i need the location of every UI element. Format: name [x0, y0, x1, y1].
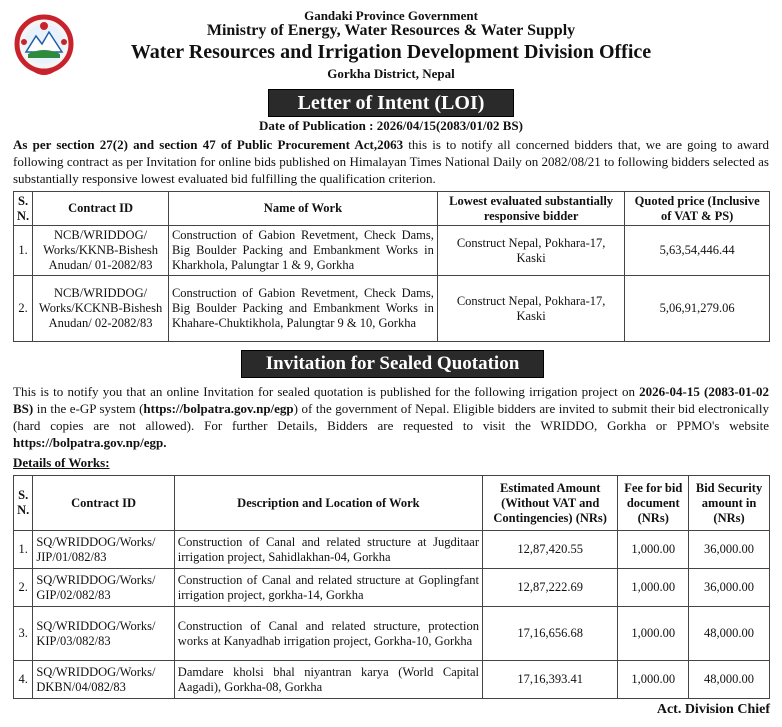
isq-col-desc: Description and Location of Work: [174, 476, 482, 531]
loi-table-row: [14, 226, 770, 276]
isq-row-fee: 1,000.00: [618, 531, 689, 569]
isq-row-desc: Construction of Canal and related structure at Jugditaar irrigation project, Sahidlakhan-04, Gorkha: [174, 531, 482, 569]
loi-intro-act: As per section 27(2) and section 47 of Public Procurement Act,2063: [13, 137, 404, 152]
isq-row-sn: 1.: [14, 531, 33, 569]
egp-link-2[interactable]: https://bolpatra.gov.np/egp.: [13, 435, 167, 450]
isq-col-sn: S. N.: [14, 476, 33, 531]
loi-row-sn: 2.: [14, 276, 33, 342]
loi-row-bidder: Construct Nepal, Pokhara-17, Kaski: [437, 276, 624, 342]
loi-row-contract-id: NCB/WRIDDOG/ Works/KCKNB-Bishesh Anudan/ 02-2082/83: [33, 276, 169, 342]
isq-col-fee: Fee for bid document (NRs): [618, 476, 689, 531]
loi-row-bidder: Construct Nepal, Pokhara-17, Kaski: [437, 226, 624, 276]
publication-date: Date of Publication : 2026/04/15(2083/01/02 BS): [259, 118, 523, 133]
isq-col-est: Estimated Amount (Without VAT and Contingencies) (NRs): [482, 476, 617, 531]
isq-row-security: 36,000.00: [689, 531, 770, 569]
isq-table: [13, 475, 770, 699]
isq-row-est: 17,16,656.68: [482, 607, 617, 661]
isq-title-banner: Invitation for Sealed Quotation: [241, 350, 544, 378]
isq-intro-text-b: in the e-GP system (: [33, 401, 144, 416]
ministry-heading: Ministry of Energy, Water Resources & Water Supply: [206, 22, 576, 39]
egp-link[interactable]: https://bolpatra.gov.np/egp: [143, 401, 294, 416]
loi-intro-paragraph: [13, 136, 769, 187]
isq-row-contract-id: SQ/WRIDDOG/Works/ DKBN/04/082/83: [33, 661, 174, 699]
isq-row-contract-id: SQ/WRIDDOG/Works/ KIP/03/082/83: [33, 607, 174, 661]
isq-col-security: Bid Security amount in (NRs): [689, 476, 770, 531]
isq-table-row: [14, 661, 770, 699]
isq-row-security: 36,000.00: [689, 569, 770, 607]
isq-row-fee: 1,000.00: [618, 607, 689, 661]
isq-table-row: [14, 531, 770, 569]
loi-table: [13, 191, 770, 342]
province-government-heading: Gandaki Province Government: [304, 8, 478, 23]
isq-intro-date: 2026-04-15 (2083-01-02 BS): [13, 384, 769, 416]
isq-row-contract-id: SQ/WRIDDOG/Works/ JIP/01/082/83: [33, 531, 174, 569]
loi-row-work: Construction of Gabion Revetment, Check Dams, Big Boulder Packing and Embankment Works in Khahare-Chuktikhola, Palungtar 9 & 10, Gorkha: [168, 276, 437, 342]
loi-intro-text: this is to notify all concerned bidders that, we are going to award following contract as per Invitation for online bids published on Himalayan Times National Daily on 2082/08/21 to following bidders selected as substantially responsive lowest evaluated bid fulfilling the qualification criterion.: [13, 137, 769, 186]
loi-title-banner: Letter of Intent (LOI): [268, 89, 514, 117]
isq-intro-text-c: ) of the government of Nepal. Eligible bidders are invited to submit their bid electronically (hard copies are not allowed). For further Details, Bidders are requested to visit the WRIDDO, Gorkha or PPMO's website: [13, 401, 769, 433]
isq-table-row: [14, 607, 770, 661]
isq-row-contract-id: SQ/WRIDDOG/Works/ GIP/02/082/83: [33, 569, 174, 607]
isq-row-desc: Construction of Canal and related structure at Goplingfant irrigation project, gorkha-14, Gorkha: [174, 569, 482, 607]
isq-intro-paragraph: [13, 383, 769, 451]
isq-row-desc: Damdare kholsi bhal niyantran karya (World Capital Aagadi), Gorkha-08, Gorkha: [174, 661, 482, 699]
district-heading: Gorkha District, Nepal: [327, 66, 455, 81]
loi-row-contract-id: NCB/WRIDDOG/ Works/KKNB-Bishesh Anudan/ 01-2082/83: [33, 226, 169, 276]
isq-row-est: 12,87,222.69: [482, 569, 617, 607]
signatory-title: Act. Division Chief: [656, 702, 770, 717]
loi-row-work: Construction of Gabion Revetment, Check Dams, Big Boulder Packing and Embankment Works in Kharkhola, Palungtar 1 & 9, Gorkha: [168, 226, 437, 276]
loi-row-price: 5,06,91,279.06: [625, 276, 770, 342]
isq-row-security: 48,000.00: [689, 607, 770, 661]
isq-row-security: 48,000.00: [689, 661, 770, 699]
isq-row-sn: 4.: [14, 661, 33, 699]
isq-table-header-row: [14, 476, 770, 531]
isq-table-row: [14, 569, 770, 607]
loi-table-row: [14, 276, 770, 342]
isq-row-sn: 2.: [14, 569, 33, 607]
isq-col-contract-id: Contract ID: [33, 476, 174, 531]
loi-row-sn: 1.: [14, 226, 33, 276]
office-heading: Water Resources and Irrigation Development Division Office: [130, 41, 652, 63]
isq-intro-text-a: This is to notify you that an online Invitation for sealed quotation is published for the following irrigation project on: [13, 384, 640, 399]
loi-col-work: Name of Work: [168, 192, 437, 226]
details-of-works-label: Details of Works:: [13, 455, 110, 470]
loi-col-bidder: Lowest evaluated substantially responsive bidder: [437, 192, 624, 226]
loi-col-sn: S. N.: [14, 192, 33, 226]
loi-table-header-row: [14, 192, 770, 226]
isq-row-est: 12,87,420.55: [482, 531, 617, 569]
isq-row-fee: 1,000.00: [618, 569, 689, 607]
loi-col-price: Quoted price (Inclusive of VAT & PS): [625, 192, 770, 226]
isq-row-sn: 3.: [14, 607, 33, 661]
loi-col-contract-id: Contract ID: [33, 192, 169, 226]
isq-row-desc: Construction of Canal and related structure, protection works at Kanyadhab irrigation project, Gorkha-10, Gorkha: [174, 607, 482, 661]
isq-row-est: 17,16,393.41: [482, 661, 617, 699]
loi-row-price: 5,63,54,446.44: [625, 226, 770, 276]
isq-row-fee: 1,000.00: [618, 661, 689, 699]
